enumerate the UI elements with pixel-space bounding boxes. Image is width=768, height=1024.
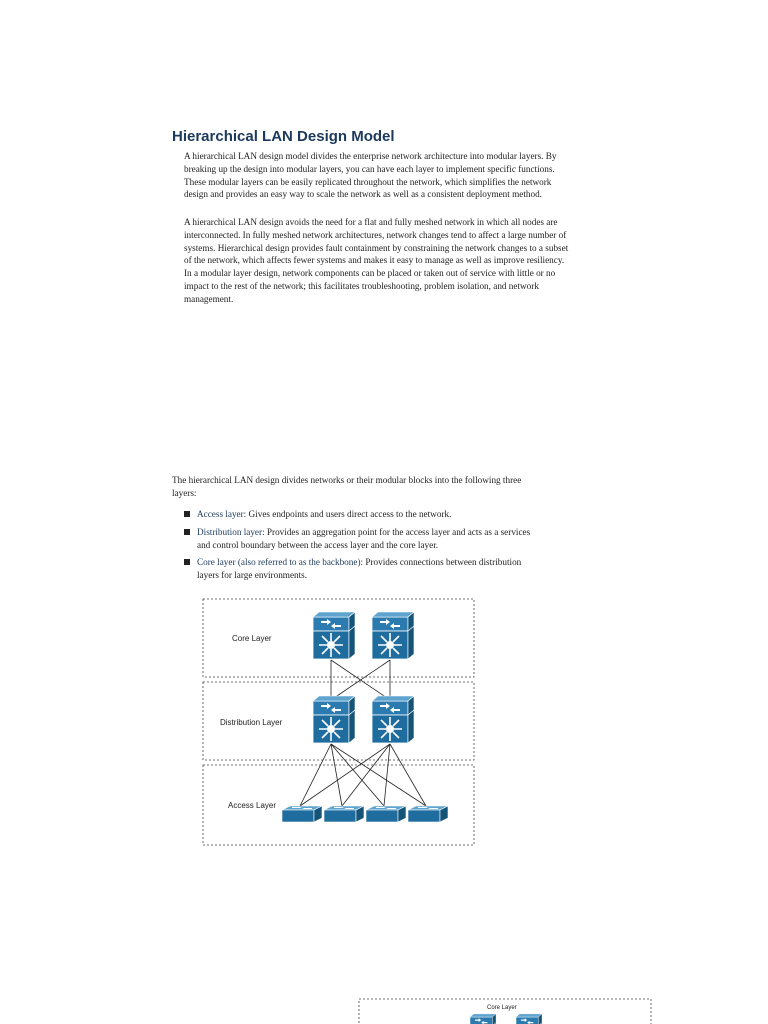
distribution-switch-right-icon (372, 696, 414, 743)
partial-switch-right-icon (516, 1014, 542, 1024)
list-text: Provides connections between distribution layers for large environments. (197, 557, 522, 581)
paragraph-three-layers: The hierarchical LAN design divides networks or their modular blocks into the following three layers: (172, 475, 522, 498)
partial-core-layer-label: Core Layer (487, 1005, 517, 1011)
access-layer-label: Access Layer (228, 801, 277, 810)
core-switch-left-icon (313, 612, 355, 659)
access-switch-2-icon (324, 806, 364, 822)
access-switch-3-icon (366, 806, 406, 822)
access-switch-1-icon (282, 806, 322, 822)
list-term: Distribution layer: (197, 526, 265, 537)
list-text: Gives endpoints and users direct access to the network. (246, 509, 452, 519)
paragraph-fault-containment: A hierarchical LAN design avoids the need for a flat and fully meshed network in which all nodes are interconnected. In fully meshed network architectures, network changes tend to affect a large number of systems. Hierarchical design provides fault containment by constraining the network changes to a subset of the network, which affects fewer systems and makes it easy to manage as well as improve resiliency. In a modular layer design, network components can be placed or taken out of service with little or no impact to the rest of the network; this facilitates troubleshooting, problem isolation, and network management. (184, 217, 569, 304)
core-switch-right-icon (372, 612, 414, 659)
access-switch-4-icon (408, 806, 448, 822)
list-text: Provides an aggregation point for the access layer and acts as a services and control boundary between the access layer and the core layer. (197, 526, 531, 550)
core-layer-label: Core Layer (232, 634, 272, 643)
list-term: Access layer: (197, 509, 247, 519)
partial-switch-left-icon (470, 1014, 496, 1024)
page-title: Hierarchical LAN Design Model (172, 128, 395, 145)
distribution-layer-label: Distribution Layer (220, 718, 283, 727)
partial-diagram-box (359, 999, 651, 1024)
distribution-switch-left-icon (313, 696, 355, 743)
paragraph-intro: A hierarchical LAN design model divides the enterprise network architecture into modular layers. By breaking up the design into modular layers, you can have each layer to implement specific functions. These modular layers can be easily replicated throughout the network, which simplifies the network design and provides an easy way to scale the network as well as a consistent deployment method. (184, 151, 557, 200)
list-term: Core layer (also referred to as the backbone): (197, 557, 364, 568)
